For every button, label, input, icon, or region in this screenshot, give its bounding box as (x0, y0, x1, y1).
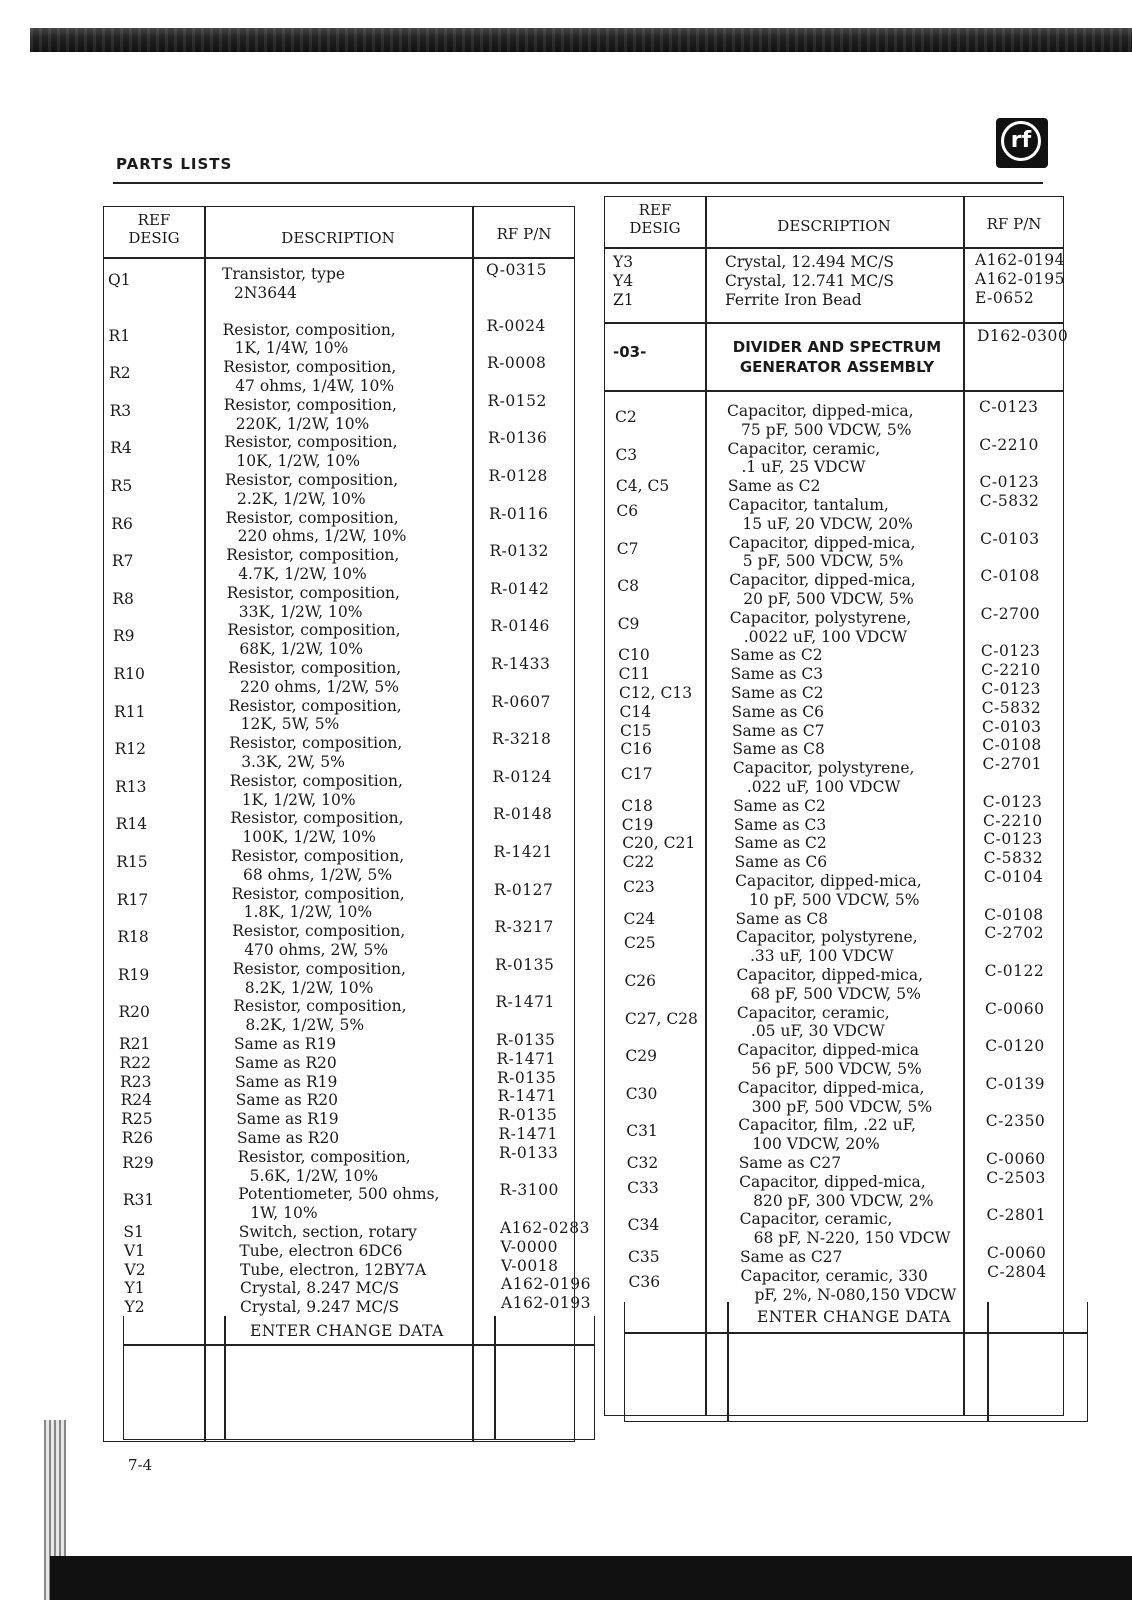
ref-desig: C8 (617, 577, 639, 596)
ref-desig: C18 (621, 796, 653, 815)
description-line: Same as C2 (734, 834, 827, 853)
description-line: Capacitor, ceramic, (727, 439, 881, 458)
part-number: R-0607 (491, 692, 551, 711)
description-line: Same as C2 (730, 646, 823, 665)
description-line: Capacitor, film, .22 uF, (738, 1116, 916, 1135)
description-line: 68K, 1/2W, 10% (239, 640, 364, 659)
description-line: 56 pF, 500 VDCW, 5% (751, 1059, 922, 1078)
header-rule (113, 182, 1043, 184)
description-line: Resistor, composition, (225, 471, 399, 489)
part-number: R-0024 (486, 316, 546, 335)
description-line: Crystal, 8.247 MC/S (240, 1279, 400, 1298)
ref-desig: Z1 (613, 290, 634, 309)
description-line: 5 pF, 500 VDCW, 5% (742, 552, 904, 571)
description-line: Tube, electron 6DC6 (239, 1241, 403, 1260)
description-line: Same as C3 (730, 665, 824, 684)
description-line: 1K, 1/2W, 10% (241, 790, 356, 809)
description-line: Same as C8 (732, 740, 825, 759)
part-number: C-2702 (984, 924, 1044, 943)
ref-desig: C36 (628, 1272, 661, 1291)
ref-desig: C3 (615, 445, 638, 464)
left-change-data-box (123, 1316, 595, 1440)
ref-desig: R20 (118, 1003, 150, 1022)
description-line: Same as R20 (235, 1091, 338, 1110)
part-number: C-2210 (981, 661, 1041, 680)
description-line: Same as C27 (738, 1154, 842, 1172)
ref-desig: R1 (108, 326, 131, 345)
description-line: Capacitor, dipped-mica, (736, 966, 924, 984)
description-line: 4.7K, 1/2W, 10% (238, 564, 367, 583)
part-number: V-0000 (500, 1237, 558, 1256)
description-line: Capacitor, dipped-mica, (727, 402, 914, 420)
description-line: 10 pF, 500 VDCW, 5% (749, 890, 920, 909)
ref-desig: R17 (116, 890, 149, 909)
description-line: Capacitor, tantalum, (728, 496, 889, 514)
part-number: R-1421 (493, 843, 553, 861)
ref-desig: C27, C28 (624, 1009, 698, 1028)
part-number: C-5832 (979, 492, 1040, 510)
left-parts-table (103, 206, 591, 1442)
description-line: Resistor, composition, (228, 659, 402, 677)
part-number: C-2801 (986, 1206, 1047, 1225)
part-number: R-0135 (498, 1106, 558, 1125)
description-line: 5.6K, 1/2W, 10% (249, 1166, 379, 1185)
part-number: C-0123 (982, 792, 1043, 811)
ref-desig: R22 (119, 1053, 151, 1072)
part-number: C-0123 (979, 473, 1040, 492)
description-line: Resistor, composition, (232, 922, 406, 941)
description-line: Same as C7 (731, 721, 825, 740)
description-line: Same as C8 (735, 909, 829, 928)
part-number: C-2210 (979, 435, 1039, 454)
part-number: C-0123 (979, 398, 1039, 416)
part-number: C-0108 (982, 736, 1042, 755)
description-line: 100 VDCW, 20% (752, 1135, 880, 1154)
part-number: E-0652 (975, 288, 1035, 307)
description-line: 68 ohms, 1/2W, 5% (243, 865, 393, 884)
col-header-pn: RF P/N (986, 215, 1042, 233)
description-line: Capacitor, dipped-mica, (728, 533, 916, 552)
page-number: 7-4 (128, 1456, 153, 1474)
description-line: 15 uF, 20 VDCW, 20% (742, 514, 913, 533)
part-number: A162-0193 (501, 1294, 591, 1313)
ref-desig: C35 (628, 1248, 660, 1266)
description-line: Tube, electron, 12BY7A (240, 1260, 427, 1279)
description-line: Resistor, composition, (223, 395, 397, 414)
part-number: C-0123 (980, 642, 1041, 661)
part-number: R-0146 (490, 617, 550, 636)
description-line: 33K, 1/2W, 10% (238, 602, 363, 621)
description-line: Capacitor, dipped-mica, (737, 1078, 925, 1097)
ref-desig: C14 (619, 702, 652, 721)
description-line: Same as C2 (733, 796, 826, 815)
ref-desig: C29 (625, 1047, 657, 1066)
part-number: R-0008 (487, 354, 547, 373)
scan-bottom-edge (50, 1556, 1132, 1600)
description-line: Same as C2 (731, 684, 824, 702)
part-number: C-2350 (985, 1112, 1046, 1131)
part-number: C-0122 (984, 962, 1045, 980)
part-number: C-0123 (983, 830, 1043, 849)
part-number: R-3217 (494, 918, 554, 937)
ref-desig: R4 (110, 439, 132, 458)
ref-desig: R14 (115, 815, 148, 834)
description-line: pF, 2%, N-080,150 VDCW (754, 1285, 957, 1304)
description-line: Capacitor, ceramic, (739, 1210, 893, 1229)
part-number: C-5832 (981, 698, 1042, 717)
part-number: R-0152 (487, 391, 547, 410)
part-number: R-3218 (492, 730, 552, 749)
ref-desig: C19 (621, 815, 654, 834)
description-line: Same as C6 (734, 853, 828, 872)
description-line: Capacitor, ceramic, (736, 1003, 890, 1022)
description-line: 220 ohms, 1/2W, 5% (240, 677, 399, 696)
description-line: Resistor, composition, (229, 734, 403, 753)
ref-desig: C34 (627, 1216, 660, 1235)
part-number: R-0124 (492, 767, 552, 786)
part-number: C-0123 (981, 680, 1041, 698)
ref-desig: R7 (111, 552, 134, 571)
description-line: 300 pF, 500 VDCW, 5% (751, 1097, 933, 1116)
ref-desig: C26 (624, 972, 657, 990)
part-number: C-0060 (984, 999, 1045, 1018)
description-line: Resistor, composition, (237, 1147, 411, 1166)
description-line: Resistor, composition, (233, 997, 407, 1016)
description-line: Resistor, composition, (225, 508, 399, 527)
description-line: .33 uF, 100 VDCW (750, 947, 894, 966)
description-line: 8.2K, 1/2W, 10% (244, 978, 374, 997)
description-line: Resistor, composition, (230, 809, 404, 828)
part-number: C-0104 (983, 868, 1044, 886)
part-number: R-0135 (495, 955, 555, 974)
ref-desig: C23 (623, 878, 655, 896)
description-line: Same as C3 (733, 815, 827, 834)
ref-desig: R26 (121, 1129, 154, 1147)
ref-desig: C25 (624, 934, 656, 953)
part-number: C-0103 (981, 717, 1042, 736)
part-number: C-2503 (986, 1168, 1046, 1187)
description-line: Resistor, composition, (222, 320, 396, 339)
ref-desig: R5 (110, 477, 133, 495)
ref-desig: R25 (121, 1110, 153, 1129)
scan-top-edge (30, 28, 1132, 52)
description-line: 820 pF, 300 VDCW, 2% (753, 1191, 934, 1210)
description-line: 1W, 10% (250, 1204, 318, 1223)
description-line: Resistor, composition, (228, 696, 402, 715)
part-number: R-0127 (494, 880, 554, 899)
col-header-description: DESCRIPTION (777, 217, 891, 235)
description-line: 75 pF, 500 VDCW, 5% (741, 420, 912, 439)
description-line: Same as C6 (731, 702, 825, 721)
description-line: 100K, 1/2W, 10% (242, 828, 376, 847)
part-number: R-0148 (493, 805, 553, 824)
ref-desig: C16 (620, 740, 652, 759)
part-number: C-0060 (986, 1244, 1047, 1262)
ref-desig: R13 (115, 777, 147, 796)
description-line: Capacitor, dipped-mica, (739, 1172, 926, 1191)
ref-desig: C17 (620, 765, 653, 784)
ref-desig: R9 (112, 627, 135, 646)
description-line: .0022 uF, 100 VDCW (743, 627, 908, 646)
description-line: Same as R19 (235, 1072, 338, 1091)
ref-desig: C33 (627, 1178, 659, 1197)
right-change-data-box (624, 1302, 1088, 1422)
description-line: Capacitor, polystyrene, (729, 608, 912, 627)
ref-desig: C30 (625, 1084, 658, 1103)
col-header-ref: REF DESIG (128, 211, 180, 247)
description-line: Capacitor, polystyrene, (736, 928, 918, 947)
description-line: Crystal, 12.741 MC/S (725, 271, 894, 290)
description-line: Capacitor, dipped-mica, (735, 872, 922, 890)
part-number: R-0116 (489, 504, 549, 523)
ref-desig: C22 (622, 853, 655, 872)
description-line: Ferrite Iron Bead (725, 290, 862, 309)
part-number: C-2700 (980, 604, 1041, 623)
col-header-ref: REF DESIG (629, 201, 681, 237)
part-number: R-0133 (499, 1143, 559, 1162)
ref-desig: R21 (119, 1035, 151, 1053)
description-line: 1K, 1/4W, 10% (234, 339, 349, 358)
ref-desig: V1 (123, 1241, 145, 1260)
description-line: Capacitor, dipped-mica (737, 1041, 919, 1060)
part-number: C-0139 (985, 1074, 1046, 1093)
col-header-pn: RF P/N (496, 225, 552, 243)
ref-desig: V2 (124, 1260, 146, 1279)
description-line: 470 ohms, 2W, 5% (244, 940, 389, 959)
ref-desig: R31 (122, 1191, 155, 1210)
description-line: Same as C2 (727, 477, 821, 496)
ref-desig: Y1 (124, 1279, 145, 1298)
ref-desig: R24 (120, 1091, 153, 1110)
part-number: R-1471 (495, 993, 555, 1012)
part-number: C-0060 (986, 1150, 1046, 1168)
description-line: 220K, 1/2W, 10% (235, 414, 370, 433)
ref-desig: C31 (626, 1122, 658, 1141)
description-line: 2N3644 (234, 283, 297, 302)
description-line: 68 pF, N-220, 150 VDCW (753, 1229, 951, 1248)
part-number: C-0120 (985, 1037, 1045, 1056)
ref-desig: C6 (616, 502, 639, 520)
description-line: Same as R20 (234, 1053, 337, 1072)
ref-desig: C20, C21 (622, 834, 696, 853)
part-number: C-0103 (980, 529, 1040, 548)
ref-desig: C12, C13 (619, 684, 693, 702)
description-line: Capacitor, polystyrene, (732, 759, 915, 778)
ref-desig: C4, C5 (615, 477, 670, 496)
ref-desig: R8 (112, 589, 134, 608)
description-line: Capacitor, ceramic, 330 (740, 1266, 928, 1285)
ref-desig: R23 (120, 1072, 152, 1091)
description-line: Resistor, composition, (223, 358, 397, 377)
description-line: 2.2K, 1/2W, 10% (237, 489, 366, 508)
part-number: R-0135 (497, 1068, 557, 1087)
ref-desig: R29 (122, 1153, 154, 1172)
ref-desig: R3 (109, 401, 132, 420)
description-line: 68 pF, 500 VDCW, 5% (750, 984, 921, 1003)
ref-desig: C9 (617, 614, 640, 633)
ref-desig: S1 (123, 1223, 144, 1241)
description-line: Resistor, composition, (226, 583, 400, 602)
part-number: A162-0194 (975, 251, 1065, 269)
part-number: R-3100 (499, 1181, 559, 1200)
description-line: 8.2K, 1/2W, 5% (245, 1016, 365, 1035)
part-number: R-0135 (496, 1031, 556, 1049)
description-line: Same as C27 (740, 1248, 843, 1266)
part-number: R-0128 (488, 467, 548, 485)
left-change-label: ENTER CHANGE DATA (250, 1322, 444, 1340)
ref-desig: C7 (616, 539, 639, 558)
ref-desig: C2 (615, 408, 637, 426)
ref-desig: R2 (109, 364, 131, 383)
description-line: 12K, 5W, 5% (240, 715, 340, 734)
part-number: A162-0196 (501, 1275, 591, 1294)
ref-desig: C11 (618, 665, 651, 684)
ref-desig: C24 (623, 909, 656, 928)
description-line: Potentiometer, 500 ohms, (238, 1185, 440, 1204)
part-number: R-1471 (498, 1125, 558, 1143)
description-line: Capacitor, dipped-mica, (729, 571, 916, 590)
ref-desig: Y3 (613, 253, 634, 271)
ref-desig: R18 (117, 928, 149, 947)
description-line: Crystal, 9.247 MC/S (240, 1298, 400, 1317)
ref-desig: R6 (111, 514, 133, 533)
description-line: 20 pF, 500 VDCW, 5% (743, 589, 914, 608)
rf-logo-icon (996, 118, 1048, 168)
part-number: R-0136 (488, 429, 548, 448)
ref-desig: C15 (619, 721, 652, 740)
description-line: Resistor, composition, (232, 959, 406, 978)
description-line: Same as R19 (236, 1110, 339, 1129)
description-line: Resistor, composition, (231, 847, 405, 865)
description-line: Resistor, composition, (224, 433, 398, 452)
description-line: 47 ohms, 1/4W, 10% (235, 376, 395, 395)
part-number: A162-0283 (500, 1219, 590, 1237)
ref-desig: Y4 (613, 271, 634, 290)
description-line: Same as R19 (234, 1035, 337, 1053)
part-number: C-2210 (983, 811, 1043, 830)
ref-desig: C10 (618, 646, 650, 665)
part-number: V-0018 (501, 1256, 559, 1275)
part-number: R-0132 (489, 542, 549, 561)
part-number: R-1471 (497, 1087, 557, 1106)
ref-desig: R19 (117, 965, 150, 984)
section-title: DIVIDER AND SPECTRUM GENERATOR ASSEMBLY (732, 338, 942, 376)
description-line: .05 uF, 30 VDCW (750, 1022, 885, 1041)
page-header-title: PARTS LISTS (116, 155, 233, 173)
part-number: C-0108 (980, 567, 1040, 586)
ref-desig: R11 (114, 702, 146, 721)
description-line: 3.3K, 2W, 5% (241, 752, 345, 771)
ref-desig: R10 (113, 665, 145, 683)
part-number: Q-0315 (486, 261, 547, 279)
part-number: C-5832 (983, 849, 1044, 868)
ref-desig: C32 (626, 1154, 659, 1172)
description-line: Switch, section, rotary (238, 1223, 417, 1241)
description-line: 1.8K, 1/2W, 10% (243, 903, 373, 922)
section-pn: D162-0300 (977, 327, 1069, 345)
part-number: A162-0195 (975, 269, 1065, 288)
part-number: C-0108 (984, 905, 1044, 924)
description-line: .1 uF, 25 VDCW (741, 458, 866, 477)
ref-desig: R15 (116, 853, 148, 871)
description-line: Resistor, composition, (226, 546, 400, 565)
part-number: R-0142 (490, 579, 550, 598)
description-line: 220 ohms, 1/2W, 10% (237, 527, 407, 546)
part-number: C-2701 (982, 755, 1043, 774)
description-line: 10K, 1/2W, 10% (236, 452, 361, 471)
part-number: R-1471 (496, 1049, 556, 1068)
ref-desig: R12 (114, 740, 146, 759)
right-change-label: ENTER CHANGE DATA (757, 1308, 951, 1326)
logo-text: rf (1001, 121, 1041, 161)
description-line: Same as R20 (237, 1129, 340, 1147)
col-header-description: DESCRIPTION (281, 229, 395, 247)
right-parts-table (604, 196, 1069, 1416)
description-line: Transistor, type (222, 265, 346, 283)
part-number: R-1433 (491, 655, 551, 673)
ref-desig: Q1 (108, 271, 131, 289)
description-line: Crystal, 12.494 MC/S (725, 253, 894, 271)
description-line: Resistor, composition, (231, 884, 405, 903)
description-line: .022 uF, 100 VDCW (746, 777, 901, 796)
description-line: Resistor, composition, (227, 621, 401, 640)
section-id: -03- (613, 343, 647, 361)
part-number: C-2804 (987, 1262, 1047, 1281)
description-line: Resistor, composition, (229, 771, 403, 790)
ref-desig: Y2 (124, 1298, 145, 1317)
